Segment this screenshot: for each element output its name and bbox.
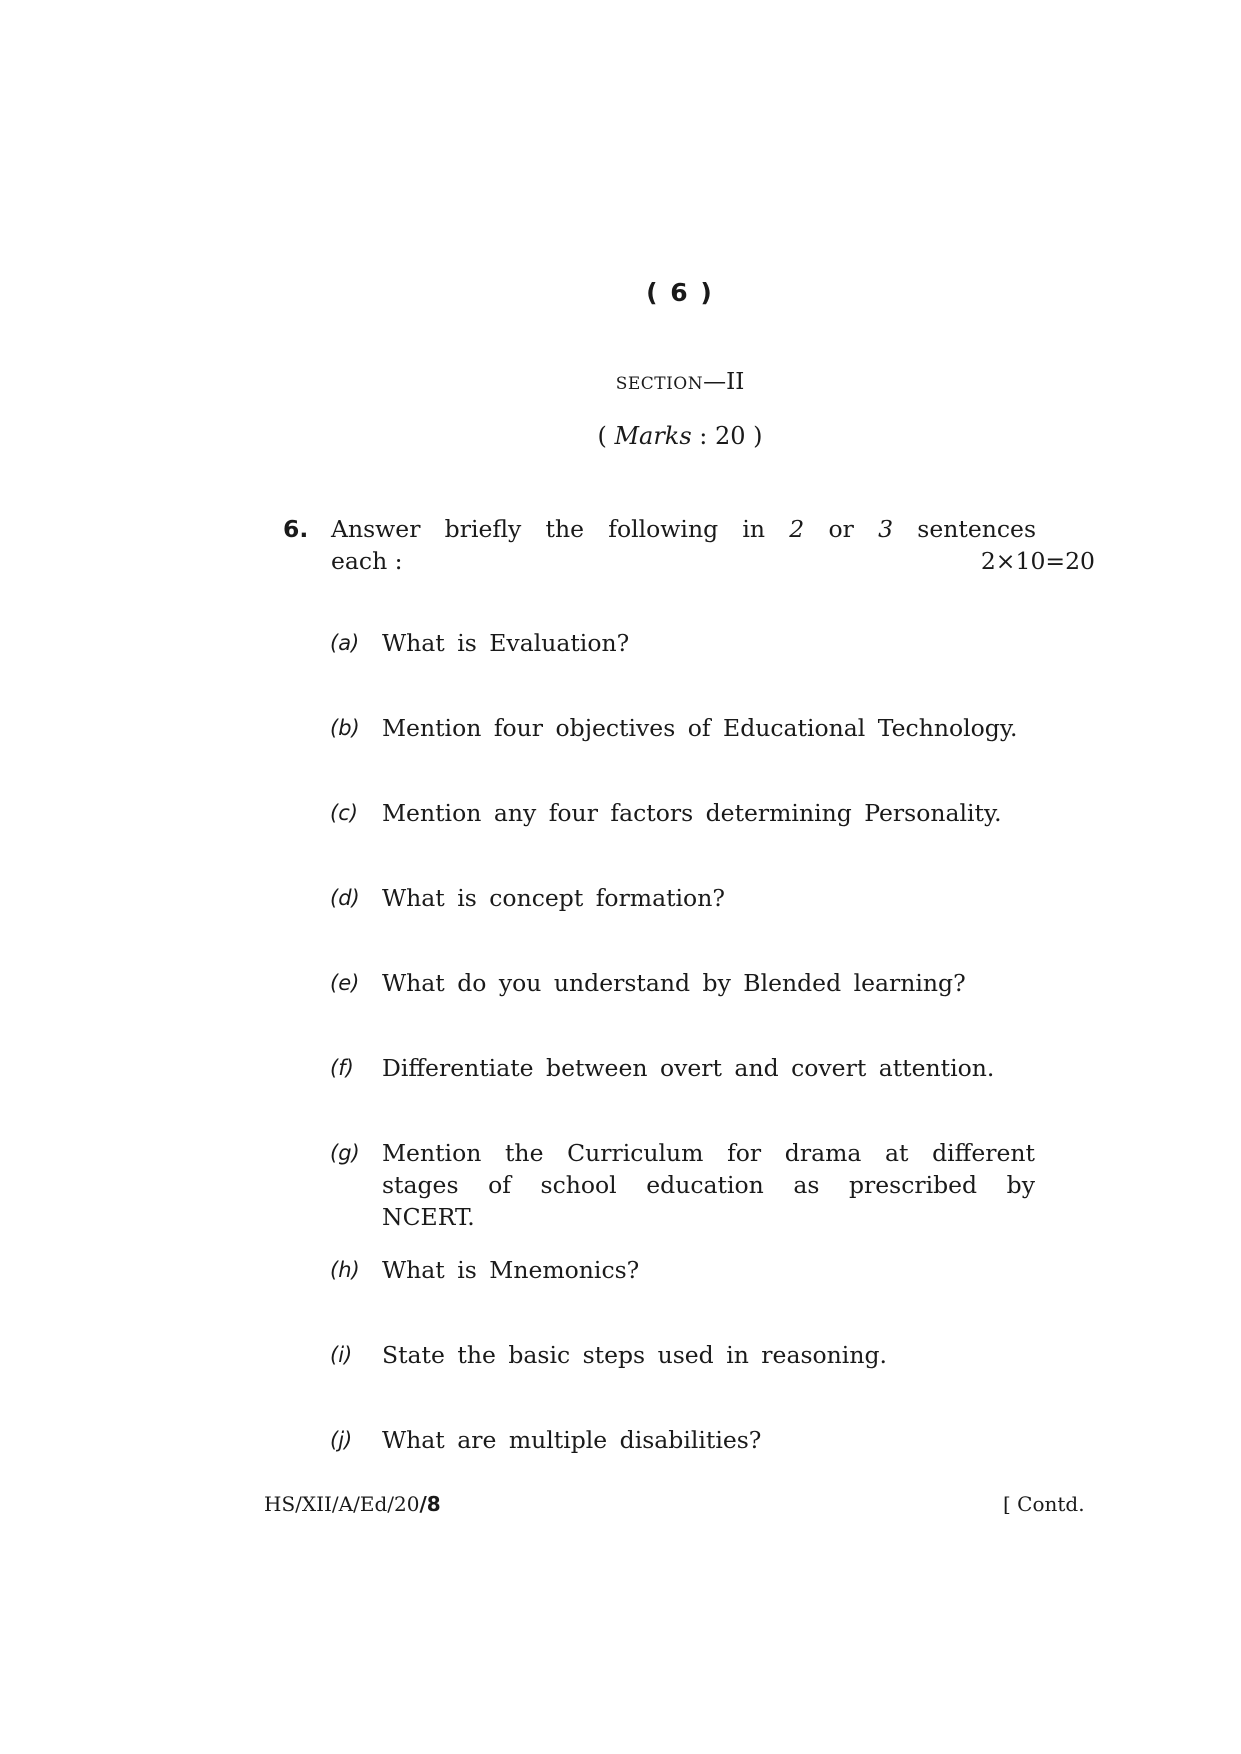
item-label: (d) [330,886,360,910]
item-label: (h) [330,1258,360,1282]
item-label: (c) [330,801,358,825]
item-label: (b) [330,716,360,740]
question-text-part3: sentences [893,515,1037,543]
page-number: ( 6 ) [646,278,714,307]
item-text: What is Evaluation? [382,629,630,657]
marks-open: ( [597,422,615,450]
question-instruction-cont: each : [331,547,403,575]
section-title-suffix: —II [703,369,745,395]
paper-code-prefix: HS/XII/A/Ed/20 [264,1492,420,1516]
question-marks: 2×10=20 [980,547,1095,575]
item-text: What are multiple disabilities? [382,1426,762,1454]
paper-code-suffix: /8 [419,1492,441,1516]
item-label: (g) [330,1141,360,1165]
paper-code [264,1492,441,1516]
item-text: What do you understand by Blended learning? [382,969,966,997]
marks-value: : 20 ) [691,422,763,450]
item-text: Differentiate between overt and covert attention. [382,1054,995,1082]
question-number: 6. [283,515,309,543]
question-n1: 2 [789,515,805,543]
item-text: State the basic steps used in reasoning. [382,1341,887,1369]
item-label: (i) [330,1343,353,1367]
section-marks [0,422,1241,450]
item-label: (a) [330,631,360,655]
item-label: (f) [330,1056,354,1080]
item-label: (j) [330,1428,353,1452]
section-title [0,369,1241,395]
question-text-part1: Answer briefly the following in [331,515,790,543]
item-text: What is Mnemonics? [382,1256,640,1284]
item-label: (e) [330,971,360,995]
section-title-prefix: SECTION [615,374,704,394]
question-n2: 3 [878,515,894,543]
item-text: Mention four objectives of Educational Technology. [382,714,1018,742]
item-text: Mention the Curriculum for drama at different stages of school education as prescribed by NCERT. [382,1139,1035,1231]
question-instruction [331,513,1036,545]
item-text: What is concept formation? [382,884,725,912]
question-text-part2: or [804,515,879,543]
continued-note: [ Contd. [1003,1492,1085,1516]
item-text: Mention any four factors determining Personality. [382,799,1002,827]
marks-label: Marks [614,422,692,450]
